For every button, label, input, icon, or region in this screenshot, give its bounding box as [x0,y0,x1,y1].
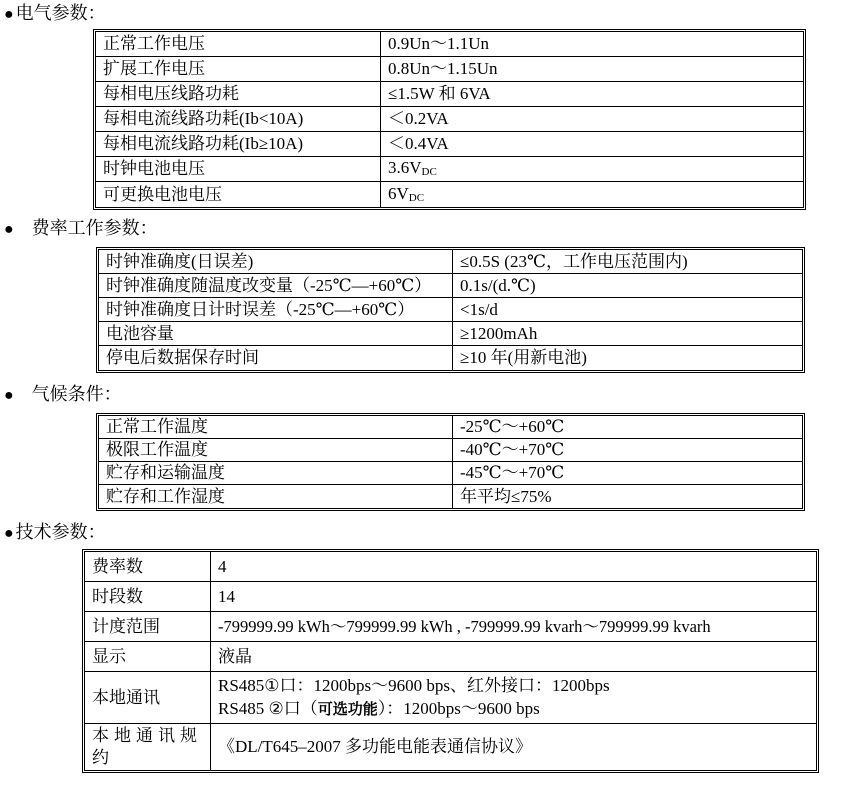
param-name: 时钟准确度(日误差) [99,250,453,274]
value-text: 6V [388,183,409,203]
table-row [99,439,802,462]
param-name: 正常工作电压 [96,32,381,57]
bullet-icon: ● [4,525,14,542]
technical-params-table [82,549,819,773]
value-subscript: DC [408,191,425,204]
param-name: 费率数 [85,552,211,582]
param-value: -25℃～+60℃ [453,416,802,439]
table-row [99,462,802,485]
table-row [96,57,803,82]
param-value: <1s/d [453,298,802,322]
param-name: 停电后数据保存时间 [99,346,453,370]
param-name: 每相电流线路功耗(Ib<10A) [96,107,381,132]
param-value: ＜0.4VA [381,132,803,157]
param-name: 每相电压线路功耗 [96,82,381,107]
value-subscript: DC [421,166,437,178]
param-value: ≤0.5S (23℃，工作电压范围内) [453,250,802,274]
comm-line-2-suffix: ）：1200bps～9600 bps [377,699,540,718]
param-name: 贮存和工作湿度 [99,485,453,508]
climate-params-table [96,413,805,511]
param-name: 本地通讯 [85,672,211,724]
section-title: 电气参数： [15,3,106,23]
param-name: 时钟电池电压 [96,157,381,182]
param-value: -799999.99 kWh～799999.99 kWh , -799999.99 kvarh～799999.99 kvarh [211,612,816,642]
section-title: 气候条件： [31,384,122,404]
comm-line-2-prefix: RS485 ②口（ [218,699,318,718]
table-row [85,552,816,582]
table-row [85,612,816,642]
param-value: 0.1s/(d.℃) [453,274,802,298]
comm-line-2 [218,697,816,721]
param-name: 显示 [85,642,211,672]
param-name: 时钟准确度日计时误差（-25℃—+60℃） [99,298,453,322]
table-row [99,274,802,298]
tariff-params-table [96,247,805,373]
table-row [99,322,802,346]
electrical-params-table [93,29,806,210]
table-row [99,416,802,439]
param-name: 时钟准确度随温度改变量（-25℃—+60℃） [99,274,453,298]
param-value: -45℃～+70℃ [453,462,802,485]
table-row [99,298,802,322]
param-name: 扩展工作电压 [96,57,381,82]
section-title: 费率工作参数： [31,218,158,238]
param-value: 液晶 [211,642,816,672]
param-name: 时段数 [85,582,211,612]
section-heading-electrical [4,3,106,25]
section-heading-technical [4,522,106,544]
param-value [211,672,816,724]
table-row [99,485,802,508]
param-name: 极限工作温度 [99,439,453,462]
value-text: 3.6V [388,158,422,177]
param-value: ≤1.5W 和 6VA [381,82,803,107]
table-row [96,107,803,132]
param-value [381,157,803,182]
table-row [85,582,816,612]
param-value: ≥10 年(用新电池) [460,348,587,367]
param-value: ≥1200mAh [453,322,802,346]
param-value: 0.8Un～1.15Un [381,57,803,82]
param-name: 每相电流线路功耗(Ib≥10A) [96,132,381,157]
optional-feature-label: 可选功能 [317,700,378,718]
param-value [381,182,803,207]
param-value: ＜0.2VA [381,107,803,132]
param-name: 正常工作温度 [99,416,453,439]
param-value: 《DL/T645–2007 多功能电能表通信协议》 [218,737,533,756]
param-value: -40℃～+70℃ [453,439,802,462]
bullet-icon: ● [4,387,14,404]
bullet-icon: ● [4,221,14,238]
param-name: 计度范围 [85,612,211,642]
table-row [85,672,816,724]
param-name: 本地通讯规约 [85,724,211,770]
bullet-icon: ● [4,6,14,23]
table-row [85,642,816,672]
table-row [99,250,802,274]
section-heading-climate [4,384,122,406]
param-name: 贮存和运输温度 [99,462,453,485]
section-title: 技术参数： [15,522,106,542]
table-row [96,182,803,207]
param-value: 0.9Un～1.1Un [381,32,803,57]
table-row [96,82,803,107]
param-name: 可更换电池电压 [96,182,381,207]
param-name: 电池容量 [99,322,453,346]
table-row [96,32,803,57]
table-row [96,157,803,182]
comm-line-1: RS485①口：1200bps～9600 bps、红外接口：1200bps [218,676,610,695]
param-value: 14 [211,582,816,612]
table-row [99,346,802,370]
table-row [96,132,803,157]
table-row [85,724,816,770]
param-value: 年平均≤75% [460,486,552,506]
section-heading-tariff [4,218,158,240]
param-value: 4 [211,552,816,582]
